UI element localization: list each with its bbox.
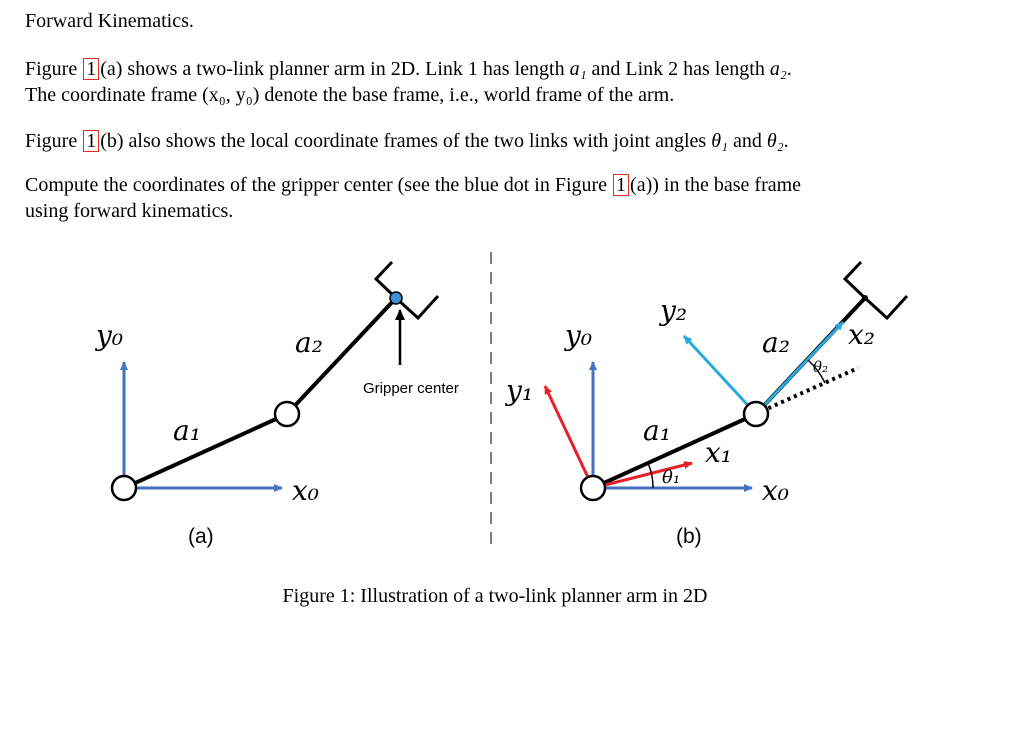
label-y2: y₂ bbox=[660, 294, 688, 327]
panel-a bbox=[94, 262, 459, 548]
p2-text-end: . bbox=[783, 130, 789, 152]
gripper-center-dot bbox=[390, 292, 402, 304]
figure-ref-number: 1 bbox=[86, 130, 97, 152]
figure-ref-number: 1 bbox=[86, 58, 97, 80]
gripper-dot-b bbox=[862, 295, 868, 301]
p2-text-and: and bbox=[727, 130, 767, 152]
p3-text-b: (a)) in the base frame bbox=[630, 174, 802, 196]
math-a1: a₁ bbox=[569, 58, 587, 80]
label-y1: y₁ bbox=[506, 374, 534, 407]
heading-text: Forward Kinematics. bbox=[25, 10, 194, 32]
figure-ref-number: 1 bbox=[616, 174, 627, 196]
p1-text-a: Figure bbox=[25, 58, 83, 80]
elbow-joint bbox=[275, 402, 299, 426]
p1-line2: The coordinate frame (x₀, y₀) denote the base frame, i.e., world frame of the arm. bbox=[25, 84, 675, 106]
link1 bbox=[124, 414, 287, 488]
p1-text-b: (a) shows a two-link planner arm in 2D. Link 1 has length bbox=[100, 58, 570, 80]
p2-text-a: Figure bbox=[25, 130, 83, 152]
gripper-center-label: Gripper center bbox=[363, 380, 459, 397]
p3-text-a: Compute the coordinates of the gripper center (see the blue dot in Figure bbox=[25, 174, 613, 196]
label-x0-b: x₀ bbox=[762, 474, 790, 507]
label-a2-a: a₂ bbox=[295, 326, 323, 359]
math-a2: a₂ bbox=[769, 58, 787, 80]
sublabel-b: (b) bbox=[676, 525, 702, 548]
math-theta1: θ₁ bbox=[711, 130, 728, 152]
label-y0-a: y₀ bbox=[96, 319, 124, 352]
y2-axis-arrow bbox=[684, 336, 756, 414]
label-a1-a: a₁ bbox=[173, 414, 201, 447]
label-x2: x₂ bbox=[848, 318, 876, 351]
y1-axis-arrow bbox=[545, 386, 593, 488]
label-theta2: θ₂ bbox=[813, 358, 829, 376]
math-theta2: θ₂ bbox=[766, 130, 784, 152]
theta1-arc bbox=[648, 463, 653, 488]
p2-text-b: (b) also shows the local coordinate frames of the two links with joint angles bbox=[100, 130, 712, 152]
p1-text-mid: and Link 2 has length bbox=[586, 58, 770, 80]
label-a2-b: a₂ bbox=[762, 326, 790, 359]
base-joint-b bbox=[581, 476, 605, 500]
panel-b bbox=[504, 262, 907, 548]
label-y0-b: y₀ bbox=[565, 319, 593, 352]
base-joint bbox=[112, 476, 136, 500]
figure-caption bbox=[0, 585, 990, 608]
label-x1: x₁ bbox=[705, 436, 733, 469]
p3-line2: using forward kinematics. bbox=[25, 200, 234, 222]
gripper-jaw-left-b bbox=[845, 262, 865, 298]
p1-text-end: . bbox=[786, 58, 792, 80]
label-theta1: θ₁ bbox=[662, 467, 681, 488]
label-a1-b: a₁ bbox=[643, 414, 671, 447]
elbow-joint-b bbox=[744, 402, 768, 426]
sublabel-a: (a) bbox=[188, 525, 214, 548]
gripper-jaw-right-b bbox=[865, 296, 907, 318]
caption-text: Figure 1: Illustration of a two-link planner arm in 2D bbox=[282, 585, 708, 607]
label-x0-a: x₀ bbox=[292, 474, 320, 507]
